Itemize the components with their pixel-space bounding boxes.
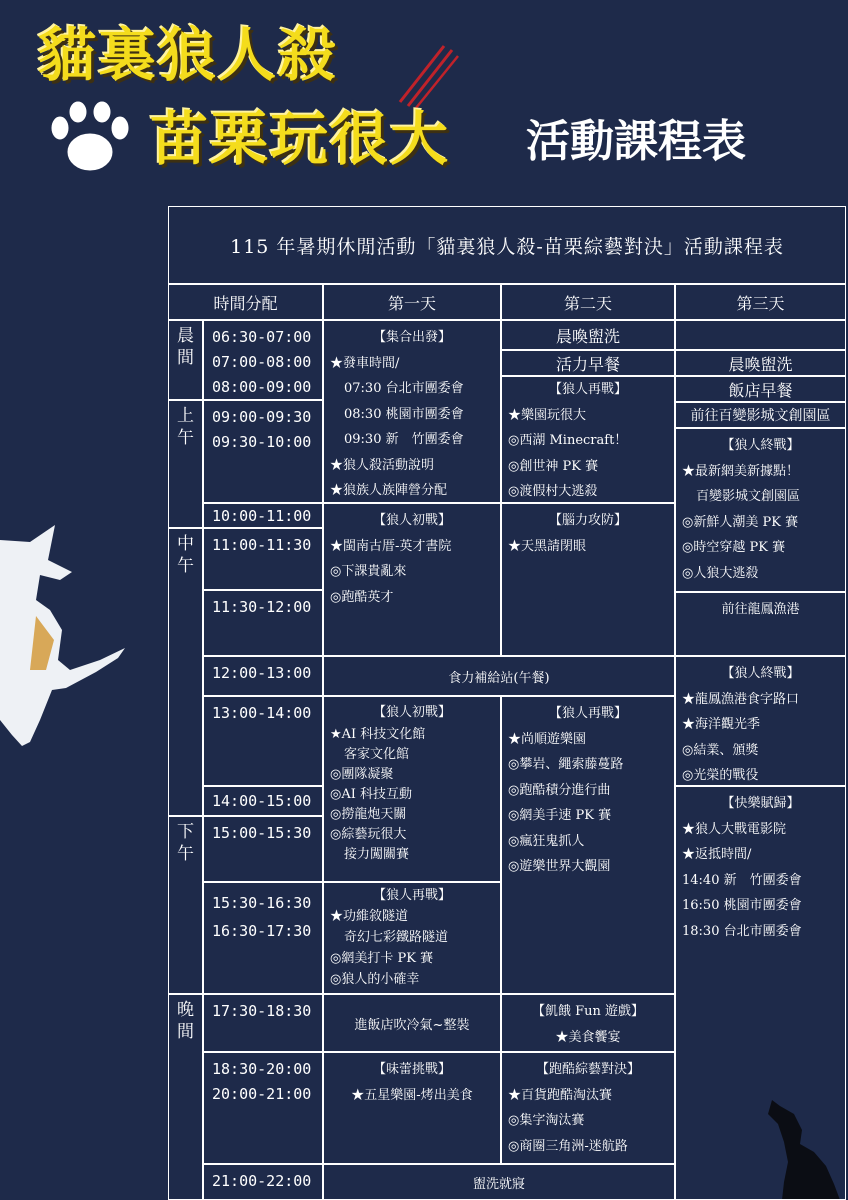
activity-line: ◎攀岩、繩索藤蔓路 [508,757,624,772]
time-text: 11:30-12:00 [212,598,312,616]
activity-line: ◎狼人的小確幸 [330,972,420,987]
period-char: 午 [177,844,194,864]
time-text: 10:00-11:00 [212,507,312,525]
activity-line: ◎創世神 PK 賽 [508,458,599,474]
time-text: 17:30-18:30 [212,1002,312,1020]
time-slot [203,882,323,994]
period-label-afternoon [168,816,203,994]
day2-breakfast-block: 活力早餐 [501,350,675,376]
column-header-day3: 第三天 [675,284,846,320]
day3-wakeup-block: 晨喚盥洗 [675,350,846,376]
schedule-table [168,206,846,1200]
column-header-day2: 第二天 [501,284,675,320]
time-slot [203,528,323,590]
activity-line: ◎集字淘汰賽 [508,1113,585,1128]
block-heading: 【狼人再戰】 [548,706,627,721]
period-label-morning [168,400,203,528]
day2-morning-battle-block [501,376,675,503]
day2-dinner-game-block [501,994,675,1052]
time-text: 16:30-17:30 [212,922,312,940]
activity-line: ★狼人大戰電影院 [682,821,787,837]
subtitle: 活動課程表 [526,116,746,167]
paw-icon [48,100,132,176]
block-heading: 【狼人終戰】 [721,438,800,453]
time-text: 21:00-22:00 [212,1172,312,1190]
block-heading: 【狼人初戰】 [372,513,451,528]
activity-line: ★尚順遊樂園 [508,731,587,747]
activity-line: ◎新鮮人潮美 PK 賽 [682,514,799,530]
time-text: 20:00-21:00 [212,1085,312,1103]
activity-line: 前往龍鳳漁港 [721,602,800,617]
block-heading: 【飢餓 Fun 遊戲】 [531,1004,645,1019]
period-char: 間 [177,1022,194,1042]
period-char: 上 [177,406,194,426]
time-slot [203,696,323,786]
block-heading: 【狼人初戰】 [372,705,451,720]
day1-dinner-block [323,1052,501,1164]
time-text: 13:00-14:00 [212,704,312,722]
activity-line: ◎遊樂世界大觀園 [508,859,611,874]
block-heading: 【狼人再戰】 [548,382,627,397]
activity-line: ◎團隊凝聚 [330,767,394,782]
activity-line: ◎網美手速 PK 賽 [508,808,612,823]
time-text: 14:00-15:00 [212,792,312,810]
activity-line: ★最新網美新據點！ [682,463,800,479]
activity-line: ◎光榮的戰役 [682,768,759,783]
activity-line: ★閩南古厝-英才書院 [330,538,452,554]
block-heading: 【狼人再戰】 [372,888,451,903]
activity-line: ◎時空穿越 PK 賽 [682,540,786,555]
activity-line: 08:30 桃園市團委會 [344,406,464,422]
activity-line: ★海洋觀光季 [682,717,761,732]
block-heading: 【跑酷綜藝對決】 [535,1062,640,1077]
day3-port-battle-block [675,656,846,786]
activity-line: ◎西湖 Minecraft！ [508,433,628,448]
column-header-day1: 第一天 [323,284,501,320]
activity-line: ◎渡假村大逃殺 [508,484,598,499]
activity-line: 客家文化館 [344,747,410,762]
activity-line: ★樂園玩很大 [508,407,587,423]
period-char: 間 [177,348,194,368]
activity-line: ★AI 科技文化館 [330,727,426,742]
table-title: 115 年暑期休閒活動「貓裏狼人殺-苗栗綜藝對決」活動課程表 [168,206,846,284]
day3-fishing-port-transfer [675,592,846,656]
activity-line: ◎跑酷英才 [330,589,394,605]
period-label-noon [168,528,203,816]
day2-amusement-park-block [501,696,675,994]
day3-transfer-block: 前往百變影城文創園區 [675,402,846,428]
activity-line: 接力闖關賽 [344,847,410,862]
claw-mark-icon [392,40,462,110]
activity-line: ★狼族人族陣營分配 [330,483,448,498]
activity-line: 09:30 新 竹團委會 [344,432,464,447]
activity-line: ★五星樂園-烤出美食 [351,1087,473,1103]
title-line-2: 苗栗玩很大 [150,105,451,173]
activity-line: 18:30 台北市團委會 [682,923,802,939]
block-heading: 【味蕾挑戰】 [372,1062,451,1077]
activity-line: ◎人狼大逃殺 [682,565,759,581]
time-text: 09:30-10:00 [212,433,312,451]
time-text: 08:00-09:00 [212,378,312,396]
time-slot [203,320,323,400]
time-slot [203,503,323,528]
activity-line: ★狼人殺活動說明 [330,457,435,473]
day1-hotel-block: 進飯店吹冷氣~整裝 [323,994,501,1052]
title-line-1: 貓裏狼人殺 [38,21,339,89]
block-heading: 【腦力攻防】 [548,513,627,528]
time-text: 18:30-20:00 [212,1060,312,1078]
day3-breakfast-block: 飯店早餐 [675,376,846,402]
lunch-break-cell: 食力補給站(午餐) [323,656,675,696]
activity-line: ★龍鳳漁港食字路口 [682,691,800,707]
time-slot [203,1052,323,1164]
activity-line: ★發車時間/ [330,355,400,371]
activity-line: ★天黑請閉眼 [508,538,587,554]
period-char: 晚 [177,1000,194,1020]
time-text: 12:00-13:00 [212,664,312,682]
time-slot [203,656,323,696]
activity-line: ◎跑酷積分進行曲 [508,782,611,798]
activity-line: 07:30 台北市團委會 [344,381,464,396]
period-char: 午 [177,556,194,576]
activity-line: ★美食饗宴 [555,1029,621,1045]
time-text: 06:30-07:00 [212,328,312,346]
day2-wakeup-block: 晨喚盥洗 [501,320,675,350]
day3-return-block [675,786,846,1200]
period-char: 晨 [177,326,194,346]
time-slot [203,1164,323,1200]
activity-line: 百變影城文創園區 [696,489,801,504]
witch-silhouette-icon [0,520,130,750]
activity-line: ◎撈龍炮天關 [330,807,407,822]
time-slot [203,816,323,882]
activity-line: ★功維敘隧道 [330,909,409,924]
time-text: 11:00-11:30 [212,536,312,554]
block-heading: 【快樂賦歸】 [721,796,800,811]
day2-brain-battle-block [501,503,675,656]
block-heading: 【集合出發】 [372,330,451,345]
night-rest-cell: 盥洗就寢 [323,1164,675,1200]
header [0,0,848,200]
time-slot [203,400,323,503]
period-char: 下 [177,822,194,842]
period-label-evening [168,994,203,1200]
period-char: 中 [177,534,194,554]
column-header-time: 時間分配 [168,284,323,320]
time-slot [203,994,323,1052]
time-text: 15:30-16:30 [212,894,312,912]
activity-line: ◎網美打卡 PK 賽 [330,951,434,966]
period-char: 午 [177,428,194,448]
block-heading: 【狼人終戰】 [721,666,800,681]
day1-tunnel-block [323,882,501,994]
period-label-dawn [168,320,203,400]
activity-line: ★返抵時間/ [682,847,752,862]
activity-line: ◎瘋狂鬼抓人 [508,833,585,849]
activity-line: 奇幻七彩鐵路隧道 [344,930,449,945]
time-slot [203,786,323,816]
day1-gathering-block [323,320,501,503]
day1-first-battle-block [323,503,501,656]
day1-afternoon-battle-block [323,696,501,882]
activity-line: 16:50 桃園市團委會 [682,898,802,913]
activity-line: ◎下課貴亂來 [330,564,407,579]
time-text: 07:00-08:00 [212,353,312,371]
day2-night-battle-block [501,1052,675,1164]
time-slot [203,590,323,656]
activity-line: ◎結業、頒獎 [682,742,759,758]
activity-line: ◎AI 科技互動 [330,787,412,802]
activity-line: 14:40 新 竹團委會 [682,872,802,888]
activity-line: ◎綜藝玩很大 [330,827,407,842]
time-text: 15:00-15:30 [212,824,312,842]
day3-final-battle-block [675,428,846,592]
day3-empty-cell [675,320,846,350]
activity-line: ★百貨跑酷淘汰賽 [508,1087,613,1103]
time-text: 09:00-09:30 [212,408,312,426]
activity-line: ◎商圈三角洲-迷航路 [508,1138,628,1154]
